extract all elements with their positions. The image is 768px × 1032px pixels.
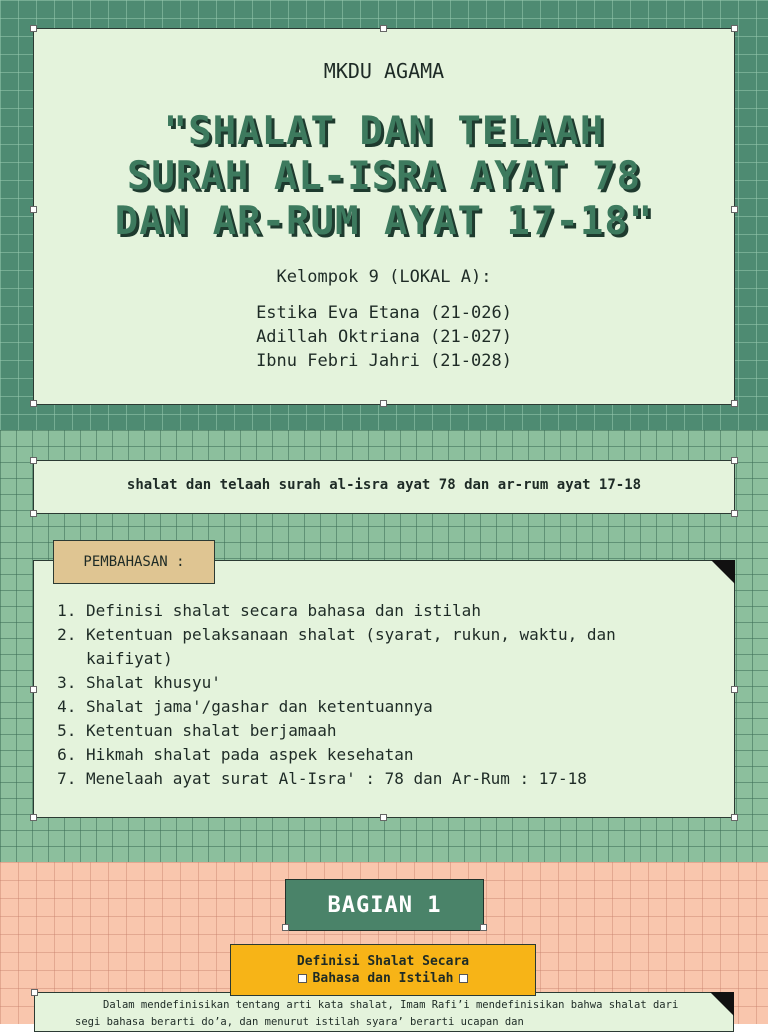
resize-handle[interactable] bbox=[731, 510, 738, 517]
resize-handle[interactable] bbox=[30, 686, 37, 693]
pembahasan-tab: PEMBAHASAN : bbox=[53, 540, 215, 584]
member-item: Ibnu Febri Jahri (21-028) bbox=[256, 351, 512, 371]
resize-handle[interactable] bbox=[731, 814, 738, 821]
cover-section bbox=[0, 0, 768, 430]
subtitle-text: shalat dan telaah surah al-isra ayat 78 dan ar-rum ayat 17-18 bbox=[126, 477, 642, 493]
resize-handle[interactable] bbox=[30, 814, 37, 821]
resize-handle[interactable] bbox=[480, 924, 487, 931]
list-item: 7. Menelaah ayat surat Al-Isra' : 78 dan Ar-Rum : 17-18 bbox=[86, 767, 704, 791]
list-item: 4. Shalat jama'/gashar dan ketentuannya bbox=[86, 695, 704, 719]
subheading-line bbox=[231, 970, 535, 987]
resize-handle[interactable] bbox=[30, 25, 37, 32]
presentation-title bbox=[34, 109, 734, 244]
title-line: SURAH AL-ISRA AYAT 78 bbox=[126, 154, 642, 199]
resize-handle[interactable] bbox=[380, 25, 387, 32]
group-label: Kelompok 9 (LOKAL A): bbox=[276, 267, 492, 287]
list-item: 5. Ketentuan shalat berjamaah bbox=[86, 719, 704, 743]
resize-handle[interactable] bbox=[731, 400, 738, 407]
cover-card bbox=[33, 28, 735, 405]
outline-section bbox=[0, 430, 768, 862]
page-fold-icon bbox=[711, 560, 735, 584]
resize-handle[interactable] bbox=[731, 457, 738, 464]
definition-card bbox=[34, 992, 734, 1032]
resize-handle[interactable] bbox=[30, 400, 37, 407]
outline-card bbox=[33, 560, 735, 818]
resize-handle[interactable] bbox=[282, 924, 289, 931]
course-name: MKDU AGAMA bbox=[323, 59, 445, 83]
page-fold-icon bbox=[710, 992, 734, 1016]
outline-list bbox=[64, 599, 704, 791]
list-item: 1. Definisi shalat secara bahasa dan istilah bbox=[86, 599, 704, 623]
list-item: 6. Hikmah shalat pada aspek kesehatan bbox=[86, 743, 704, 767]
member-list bbox=[34, 301, 734, 373]
subheading-box bbox=[230, 944, 536, 996]
member-item: Estika Eva Etana (21-026) bbox=[256, 303, 512, 323]
resize-handle[interactable] bbox=[298, 974, 307, 983]
resize-handle[interactable] bbox=[30, 457, 37, 464]
resize-handle[interactable] bbox=[731, 206, 738, 213]
list-item: 2. Ketentuan pelaksanaan shalat (syarat, rukun, waktu, dan kaifiyat) bbox=[86, 623, 704, 671]
resize-handle[interactable] bbox=[731, 25, 738, 32]
resize-handle[interactable] bbox=[380, 400, 387, 407]
subheading-line: Definisi Shalat Secara bbox=[296, 954, 470, 969]
resize-handle[interactable] bbox=[459, 974, 468, 983]
resize-handle[interactable] bbox=[731, 686, 738, 693]
resize-handle[interactable] bbox=[31, 989, 38, 996]
resize-handle[interactable] bbox=[380, 814, 387, 821]
subheading-text: Bahasa dan Istilah bbox=[312, 971, 454, 986]
section-heading: BAGIAN 1 bbox=[285, 879, 484, 931]
resize-handle[interactable] bbox=[30, 206, 37, 213]
resize-handle[interactable] bbox=[30, 510, 37, 517]
definition-paragraph: Dalam mendefinisikan tentang arti kata shalat, Imam Rafi’i mendefinisikan bahwa shalat dari segi bahasa berarti do’a, dan menurut istilah syara’ berarti ucapan dan bbox=[75, 999, 679, 1028]
subtitle-card bbox=[33, 460, 735, 514]
member-item: Adillah Oktriana (21-027) bbox=[256, 327, 512, 347]
title-line: "SHALAT DAN TELAAH bbox=[163, 109, 605, 154]
list-item: 3. Shalat khusyu' bbox=[86, 671, 704, 695]
title-line: DAN AR-RUM AYAT 17-18" bbox=[114, 199, 654, 244]
